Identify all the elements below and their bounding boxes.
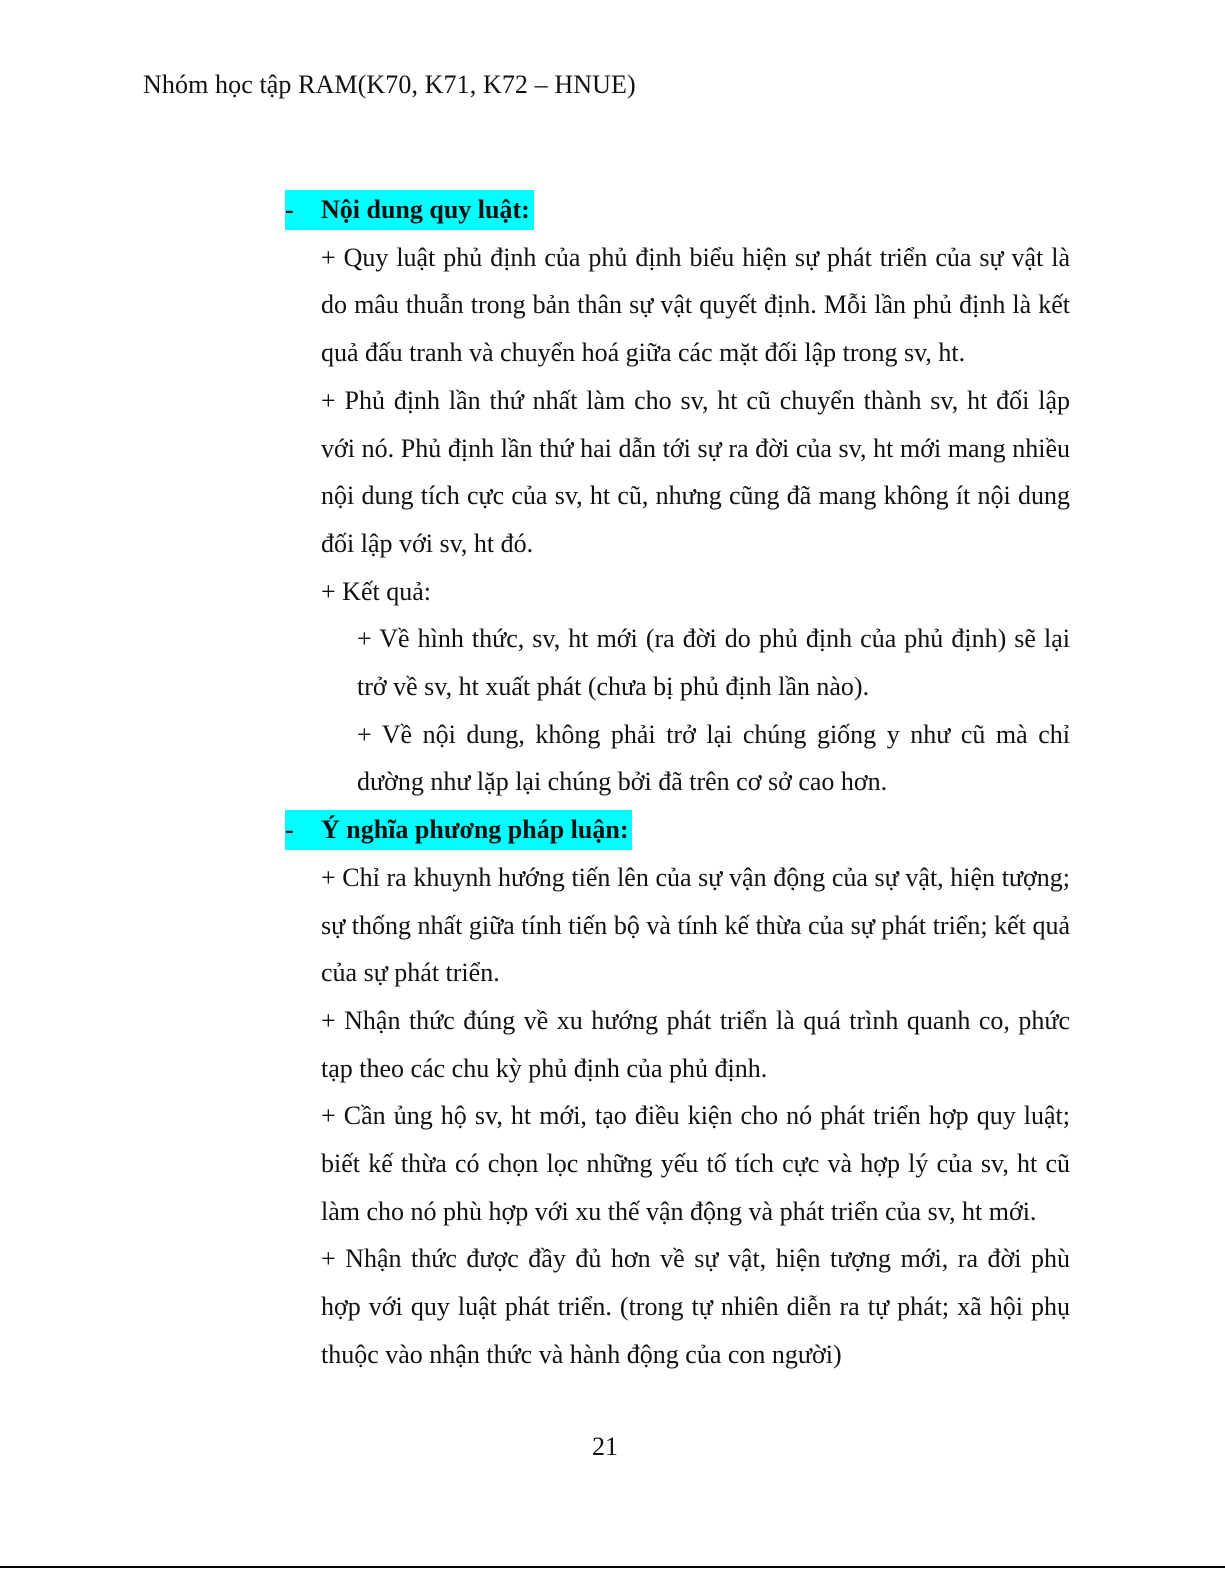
heading-bullet: - xyxy=(285,194,294,224)
paragraph: + Phủ định lần thứ nhất làm cho sv, ht cũ chuyển thành sv, ht đối lập với nó. Phủ định lần thứ hai dẫn tới sự ra đời của sv, ht mới mang nhiều nội dung tích cực của sv, ht cũ, nhưng cũng đã mang không ít nội dung đối lập với sv, ht đó. xyxy=(321,385,1070,558)
highlighted-heading xyxy=(285,190,534,230)
paragraph: + Kết quả: xyxy=(321,576,431,606)
heading-title: Ý nghĩa phương pháp luận: xyxy=(321,814,629,844)
sub-paragraph: + Về hình thức, sv, ht mới (ra đời do phủ định của phủ định) sẽ lại trở về sv, ht xuất phát (chưa bị phủ định lần nào). xyxy=(357,624,1070,702)
sub-paragraph: + Về nội dung, không phải trở lại chúng giống y như cũ mà chỉ dường như lặp lại chúng bởi đã trên cơ sở cao hơn. xyxy=(357,719,1070,797)
paragraph: + Chỉ ra khuynh hướng tiến lên của sự vận động của sự vật, hiện tượng; sự thống nhất giữa tính tiến bộ và tính kế thừa của sự phát triển; kết quả của sự phát triển. xyxy=(321,862,1070,988)
highlighted-heading xyxy=(285,810,632,850)
page-number: 21 xyxy=(592,1432,618,1461)
page-header: Nhóm học tập RAM(K70, K71, K72 – HNUE) xyxy=(143,70,636,99)
paragraph: + Quy luật phủ định của phủ định biểu hiện sự phát triển của sự vật là do mâu thuẫn trong bản thân sự vật quyết định. Mỗi lần phủ định là kết quả đấu tranh và chuyển hoá giữa các mặt đối lập trong sv, ht. xyxy=(321,242,1070,368)
heading-bullet: - xyxy=(285,814,294,844)
paragraph: + Cần ủng hộ sv, ht mới, tạo điều kiện cho nó phát triển hợp quy luật; biết kế thừa có chọn lọc những yếu tố tích cực và hợp lý của sv, ht cũ làm cho nó phù hợp với xu thế vận động và phát triển của sv, ht mới. xyxy=(321,1101,1070,1226)
bottom-rule xyxy=(0,1566,1225,1568)
document-body xyxy=(285,186,1070,1379)
section-heading-meaning xyxy=(285,806,1070,854)
section-heading-content xyxy=(285,186,1070,234)
heading-title: Nội dung quy luật: xyxy=(321,194,530,224)
paragraph: + Nhận thức được đầy đủ hơn về sự vật, hiện tượng mới, ra đời phù hợp với quy luật phát triển. (trong tự nhiên diễn ra tự phát; xã hội phụ thuộc vào nhận thức và hành động của con người) xyxy=(321,1244,1070,1369)
paragraph: + Nhận thức đúng về xu hướng phát triển là quá trình quanh co, phức tạp theo các chu kỳ phủ định của phủ định. xyxy=(321,1005,1070,1083)
